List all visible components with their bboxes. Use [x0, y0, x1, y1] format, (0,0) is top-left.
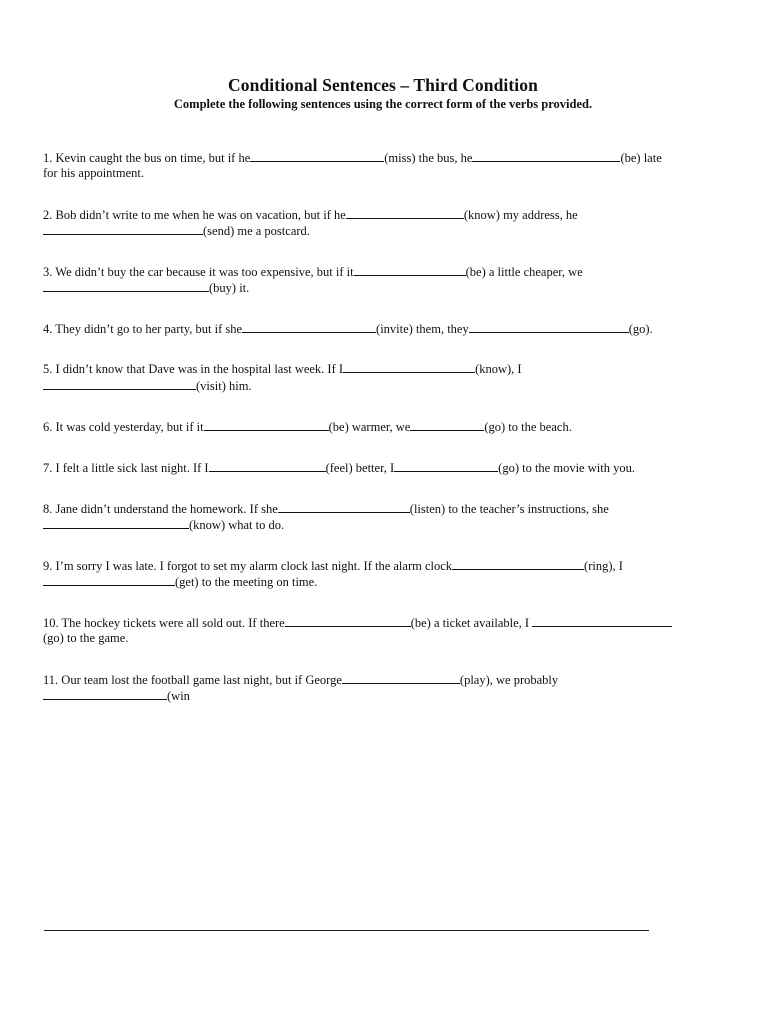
- answer-blank[interactable]: [472, 149, 620, 162]
- question-2-line-1: [43, 206, 578, 223]
- question-9-line-1: [43, 557, 623, 574]
- question-4-verb-cue: (invite) them, they: [376, 322, 469, 336]
- question-7-verb-cue-2: (go) to the movie with you.: [498, 461, 635, 475]
- answer-blank[interactable]: [394, 459, 498, 472]
- question-7-verb-cue: (feel) better, I: [325, 461, 395, 475]
- answer-blank[interactable]: [285, 614, 411, 627]
- question-6-text: 6. It was cold yesterday, but if it: [43, 420, 204, 434]
- question-4-line-1: [43, 320, 653, 337]
- question-5-line-2: [43, 377, 252, 394]
- question-2-verb-cue-2: (send) me a postcard.: [203, 224, 310, 238]
- answer-blank[interactable]: [278, 500, 410, 513]
- question-7-line-1: [43, 459, 635, 476]
- question-4-text: 4. They didn’t go to her party, but if she: [43, 322, 243, 336]
- answer-blank[interactable]: [43, 279, 209, 292]
- question-1-continuation: for his appointment.: [43, 166, 145, 180]
- question-1-line-2: [43, 165, 144, 181]
- question-8-line-2: [43, 516, 284, 533]
- question-6-verb-cue-2: (go) to the beach.: [484, 420, 572, 434]
- question-7-text: 7. I felt a little sick last night. If I: [43, 461, 209, 475]
- question-10-line-2: [43, 630, 128, 646]
- question-3-verb-cue: (be) a little cheaper, we: [465, 265, 583, 279]
- question-9-text: 9. I’m sorry I was late. I forgot to set my alarm clock last night. If the alarm clock: [43, 559, 453, 573]
- question-5-text: 5. I didn’t know that Dave was in the hospital last week. If I: [43, 362, 344, 376]
- question-4-verb-cue-2: (go).: [628, 322, 653, 336]
- question-8-verb-cue-2: (know) what to do.: [189, 518, 285, 532]
- question-10-verb-cue-2: (go) to the game.: [43, 631, 129, 645]
- question-2-line-2: [43, 222, 310, 239]
- answer-blank[interactable]: [43, 573, 175, 586]
- question-11-line-1: [43, 671, 558, 688]
- question-11-verb-cue-2: (win: [167, 689, 190, 703]
- answer-blank[interactable]: [469, 320, 629, 333]
- question-5-line-1: [43, 360, 522, 377]
- question-1-verb-cue: (miss) the bus, he: [384, 151, 473, 165]
- question-2-verb-cue: (know) my address, he: [463, 208, 578, 222]
- answer-blank[interactable]: [342, 671, 460, 684]
- question-3-verb-cue-2: (buy) it.: [209, 281, 250, 295]
- answer-blank[interactable]: [204, 418, 329, 431]
- answer-blank[interactable]: [209, 459, 326, 472]
- question-9-verb-cue: (ring), I: [584, 559, 623, 573]
- footer-rule: [44, 930, 649, 931]
- answer-blank[interactable]: [452, 557, 584, 570]
- question-8-text: 8. Jane didn’t understand the homework. If she: [43, 502, 278, 516]
- question-1-verb-cue-2: (be) late: [620, 151, 662, 165]
- question-6-line-1: [43, 418, 572, 435]
- answer-blank[interactable]: [410, 418, 484, 431]
- question-10-text: 10. The hockey tickets were all sold out. If there: [43, 616, 285, 630]
- answer-blank[interactable]: [250, 149, 384, 162]
- question-8-verb-cue: (listen) to the teacher’s instructions, she: [409, 502, 609, 516]
- answer-blank[interactable]: [43, 687, 167, 700]
- answer-blank[interactable]: [242, 320, 376, 333]
- question-1-line-1: [43, 149, 662, 166]
- answer-blank[interactable]: [43, 377, 196, 390]
- question-9-verb-cue-2: (get) to the meeting on time.: [175, 575, 318, 589]
- question-3-text: 3. We didn’t buy the car because it was too expensive, but if it: [43, 265, 354, 279]
- question-10-verb-cue: (be) a ticket available, I: [410, 616, 530, 630]
- question-11-text: 11. Our team lost the football game last night, but if George: [43, 673, 342, 687]
- question-6-verb-cue: (be) warmer, we: [328, 420, 411, 434]
- question-1-text: 1. Kevin caught the bus on time, but if he: [43, 151, 251, 165]
- worksheet-instructions: Complete the following sentences using the correct form of the verbs provided.: [173, 97, 593, 111]
- question-3-line-1: [43, 263, 583, 280]
- question-8-line-1: [43, 500, 609, 517]
- answer-blank[interactable]: [532, 614, 672, 627]
- answer-blank[interactable]: [343, 360, 475, 373]
- question-10-line-1: [43, 614, 672, 631]
- worksheet-title: Conditional Sentences – Third Condition: [228, 75, 538, 95]
- answer-blank[interactable]: [354, 263, 466, 276]
- question-2-text: 2. Bob didn’t write to me when he was on vacation, but if he: [43, 208, 346, 222]
- question-9-line-2: [43, 573, 317, 590]
- answer-blank[interactable]: [346, 206, 464, 219]
- question-11-verb-cue: (play), we probably: [459, 673, 559, 687]
- question-3-line-2: [43, 279, 249, 296]
- question-5-verb-cue: (know), I: [475, 362, 522, 376]
- question-5-verb-cue-2: (visit) him.: [196, 379, 252, 393]
- answer-blank[interactable]: [43, 222, 203, 235]
- question-11-line-2: [43, 687, 190, 704]
- answer-blank[interactable]: [43, 516, 189, 529]
